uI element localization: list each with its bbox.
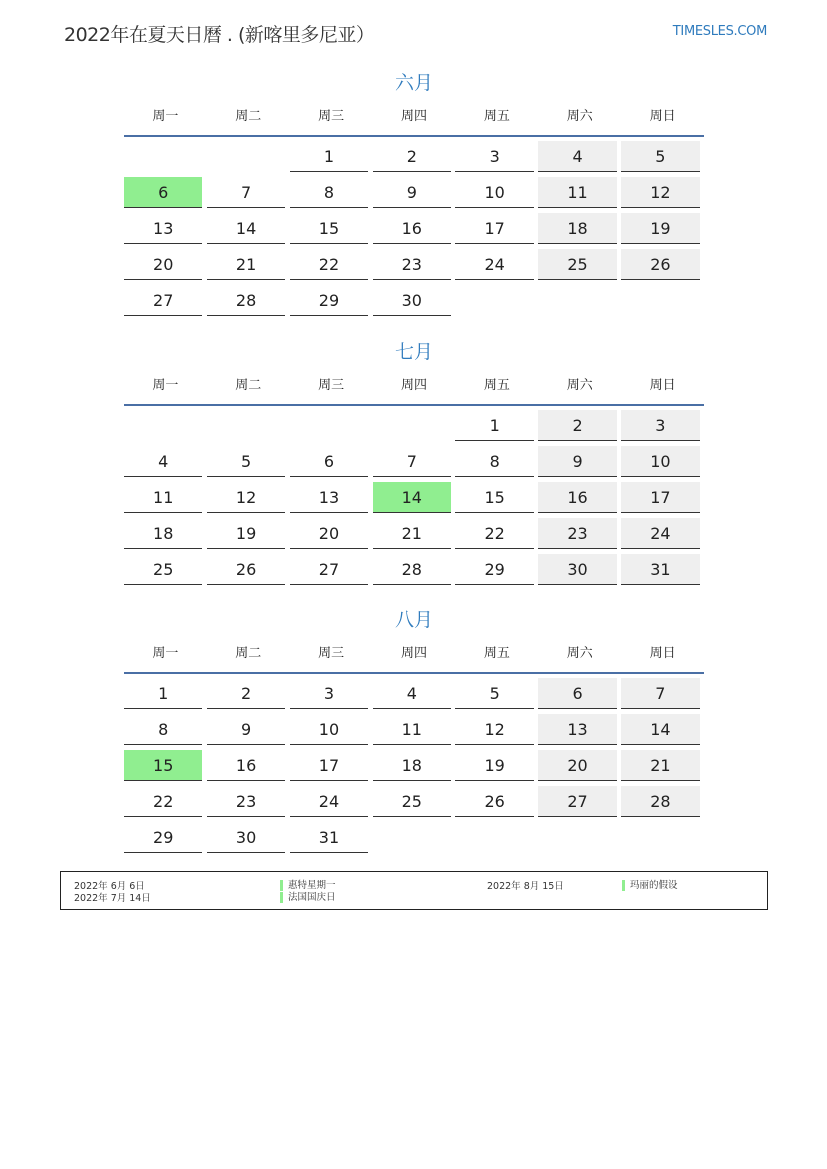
day-cell[interactable]: 27	[538, 786, 616, 817]
day-cell[interactable]: 31	[621, 554, 699, 585]
holiday-day-cell[interactable]: 6	[124, 177, 202, 208]
legend-name-3: 玛丽的假设	[630, 880, 678, 891]
day-cell[interactable]: 11	[538, 177, 616, 208]
day-cell[interactable]: 18	[124, 518, 202, 549]
weekday-label: 周一	[152, 378, 179, 393]
day-cell[interactable]: 23	[373, 249, 451, 280]
week-row	[124, 410, 704, 442]
day-cell[interactable]: 20	[124, 249, 202, 280]
day-cell[interactable]: 3	[290, 678, 368, 709]
header-divider	[124, 672, 704, 674]
weekday-label: 周一	[152, 109, 179, 124]
legend-name-2: 法国国庆日	[288, 892, 336, 903]
day-cell[interactable]: 17	[455, 213, 533, 244]
day-cell[interactable]: 14	[207, 213, 285, 244]
day-cell[interactable]: 22	[455, 518, 533, 549]
week-row	[124, 786, 704, 818]
day-cell[interactable]: 21	[621, 750, 699, 781]
legend-holiday-3	[622, 877, 678, 891]
empty-cell	[621, 822, 699, 852]
day-cell[interactable]: 4	[538, 141, 616, 172]
day-cell[interactable]: 15	[290, 213, 368, 244]
week-row	[124, 141, 704, 173]
empty-cell	[124, 410, 202, 440]
week-row	[124, 678, 704, 710]
day-cell[interactable]: 3	[621, 410, 699, 441]
empty-cell	[373, 822, 451, 852]
weekday-label: 周五	[483, 109, 510, 124]
weekday-label: 周四	[401, 109, 428, 124]
day-cell[interactable]: 10	[290, 714, 368, 745]
day-cell[interactable]: 21	[373, 518, 451, 549]
weekday-label: 周五	[483, 646, 510, 661]
weekday-label: 周六	[566, 378, 593, 393]
day-cell[interactable]: 16	[207, 750, 285, 781]
holiday-color-marker	[280, 892, 283, 903]
day-cell[interactable]: 26	[455, 786, 533, 817]
day-cell[interactable]: 3	[455, 141, 533, 172]
day-cell[interactable]: 22	[124, 786, 202, 817]
day-cell[interactable]: 16	[538, 482, 616, 513]
header-divider	[124, 135, 704, 137]
empty-cell	[373, 410, 451, 440]
holiday-legend	[60, 871, 768, 910]
day-cell[interactable]: 14	[621, 714, 699, 745]
month-title: 六月	[394, 72, 433, 94]
week-row	[124, 446, 704, 478]
day-cell[interactable]: 4	[124, 446, 202, 477]
week-row	[124, 714, 704, 746]
weekday-header	[124, 641, 704, 667]
day-cell[interactable]: 13	[290, 482, 368, 513]
day-cell[interactable]: 17	[621, 482, 699, 513]
legend-date-3: 2022年 8月 15日	[487, 881, 564, 892]
weekday-label: 周四	[401, 378, 428, 393]
day-cell[interactable]: 7	[373, 446, 451, 477]
weekday-label: 周一	[152, 646, 179, 661]
day-cell[interactable]: 18	[538, 213, 616, 244]
day-cell[interactable]: 31	[290, 822, 368, 853]
day-cell[interactable]: 11	[373, 714, 451, 745]
week-row	[124, 249, 704, 281]
week-row	[124, 822, 704, 854]
weekday-label: 周六	[566, 646, 593, 661]
day-cell[interactable]: 20	[538, 750, 616, 781]
day-cell[interactable]: 4	[373, 678, 451, 709]
day-cell[interactable]: 28	[373, 554, 451, 585]
day-cell[interactable]: 8	[124, 714, 202, 745]
day-cell[interactable]: 5	[207, 446, 285, 477]
day-cell[interactable]: 2	[538, 410, 616, 441]
weekday-label: 周二	[235, 646, 262, 661]
weekday-label: 周六	[566, 109, 593, 124]
day-cell[interactable]: 19	[455, 750, 533, 781]
weekday-header	[124, 373, 704, 399]
site-name[interactable]: TIMESLES.COM	[672, 24, 767, 39]
month-title: 八月	[394, 609, 433, 631]
week-row	[124, 750, 704, 782]
day-cell[interactable]: 11	[124, 482, 202, 513]
week-row	[124, 482, 704, 514]
legend-name-1: 惠特星期一	[288, 880, 336, 891]
week-row	[124, 177, 704, 209]
day-cell[interactable]: 20	[290, 518, 368, 549]
empty-cell	[124, 141, 202, 171]
day-cell[interactable]: 18	[373, 750, 451, 781]
day-cell[interactable]: 13	[538, 714, 616, 745]
legend-date-2: 2022年 7月 14日	[74, 893, 151, 904]
weekday-label: 周日	[649, 109, 676, 124]
month-block	[124, 70, 704, 317]
day-cell[interactable]: 29	[290, 285, 368, 316]
day-cell[interactable]: 16	[373, 213, 451, 244]
day-cell[interactable]: 19	[207, 518, 285, 549]
legend-date-1: 2022年 6月 6日	[74, 881, 145, 892]
day-cell[interactable]: 24	[455, 249, 533, 280]
day-cell[interactable]: 23	[538, 518, 616, 549]
day-cell[interactable]: 10	[621, 446, 699, 477]
day-cell[interactable]: 24	[290, 786, 368, 817]
weekday-label: 周日	[649, 378, 676, 393]
empty-cell	[207, 141, 285, 171]
day-cell[interactable]: 17	[290, 750, 368, 781]
day-cell[interactable]: 1	[124, 678, 202, 709]
day-cell[interactable]: 9	[538, 446, 616, 477]
day-cell[interactable]: 13	[124, 213, 202, 244]
week-row	[124, 213, 704, 245]
day-cell[interactable]: 15	[455, 482, 533, 513]
month-block	[124, 607, 704, 854]
day-cell[interactable]: 5	[621, 141, 699, 172]
weekday-label: 周二	[235, 378, 262, 393]
holiday-color-marker	[622, 880, 625, 891]
day-cell[interactable]: 29	[124, 822, 202, 853]
empty-cell	[538, 285, 616, 315]
day-cell[interactable]: 1	[290, 141, 368, 172]
day-cell[interactable]: 5	[455, 678, 533, 709]
day-cell[interactable]: 26	[207, 554, 285, 585]
day-cell[interactable]: 25	[124, 554, 202, 585]
day-cell[interactable]: 2	[207, 678, 285, 709]
day-cell[interactable]: 8	[290, 177, 368, 208]
day-cell[interactable]: 12	[621, 177, 699, 208]
week-row	[124, 285, 704, 317]
day-cell[interactable]: 1	[455, 410, 533, 441]
weekday-label: 周三	[318, 109, 345, 124]
day-cell[interactable]: 8	[455, 446, 533, 477]
month-title: 七月	[394, 341, 433, 363]
page-title: 2022年在夏天日曆 . (新喀里多尼亚）	[64, 24, 375, 46]
day-cell[interactable]: 7	[207, 177, 285, 208]
day-cell[interactable]: 19	[621, 213, 699, 244]
day-cell[interactable]: 7	[621, 678, 699, 709]
day-cell[interactable]: 27	[124, 285, 202, 316]
day-cell[interactable]: 25	[373, 786, 451, 817]
empty-cell	[621, 285, 699, 315]
day-cell[interactable]: 30	[373, 285, 451, 316]
header-divider	[124, 404, 704, 406]
day-cell[interactable]: 28	[621, 786, 699, 817]
weekday-label: 周日	[649, 646, 676, 661]
legend-holiday-2	[280, 889, 336, 903]
day-cell[interactable]: 30	[207, 822, 285, 853]
day-cell[interactable]: 23	[207, 786, 285, 817]
weekday-label: 周五	[483, 378, 510, 393]
weekday-header	[124, 104, 704, 130]
day-cell[interactable]: 29	[455, 554, 533, 585]
day-cell[interactable]: 21	[207, 249, 285, 280]
empty-cell	[455, 285, 533, 315]
empty-cell	[455, 822, 533, 852]
day-cell[interactable]: 24	[621, 518, 699, 549]
weekday-label: 周四	[401, 646, 428, 661]
week-row	[124, 518, 704, 550]
holiday-day-cell[interactable]: 15	[124, 750, 202, 781]
day-cell[interactable]: 9	[207, 714, 285, 745]
holiday-day-cell[interactable]: 14	[373, 482, 451, 513]
weekday-label: 周三	[318, 646, 345, 661]
day-cell[interactable]: 28	[207, 285, 285, 316]
day-cell[interactable]: 2	[373, 141, 451, 172]
day-cell[interactable]: 6	[538, 678, 616, 709]
month-block	[124, 339, 704, 586]
day-cell[interactable]: 12	[207, 482, 285, 513]
day-cell[interactable]: 30	[538, 554, 616, 585]
day-cell[interactable]: 6	[290, 446, 368, 477]
weekday-label: 周三	[318, 378, 345, 393]
empty-cell	[538, 822, 616, 852]
day-cell[interactable]: 12	[455, 714, 533, 745]
empty-cell	[290, 410, 368, 440]
weekday-label: 周二	[235, 109, 262, 124]
day-cell[interactable]: 22	[290, 249, 368, 280]
day-cell[interactable]: 25	[538, 249, 616, 280]
empty-cell	[207, 410, 285, 440]
week-row	[124, 554, 704, 586]
day-cell[interactable]: 27	[290, 554, 368, 585]
day-cell[interactable]: 26	[621, 249, 699, 280]
day-cell[interactable]: 9	[373, 177, 451, 208]
day-cell[interactable]: 10	[455, 177, 533, 208]
